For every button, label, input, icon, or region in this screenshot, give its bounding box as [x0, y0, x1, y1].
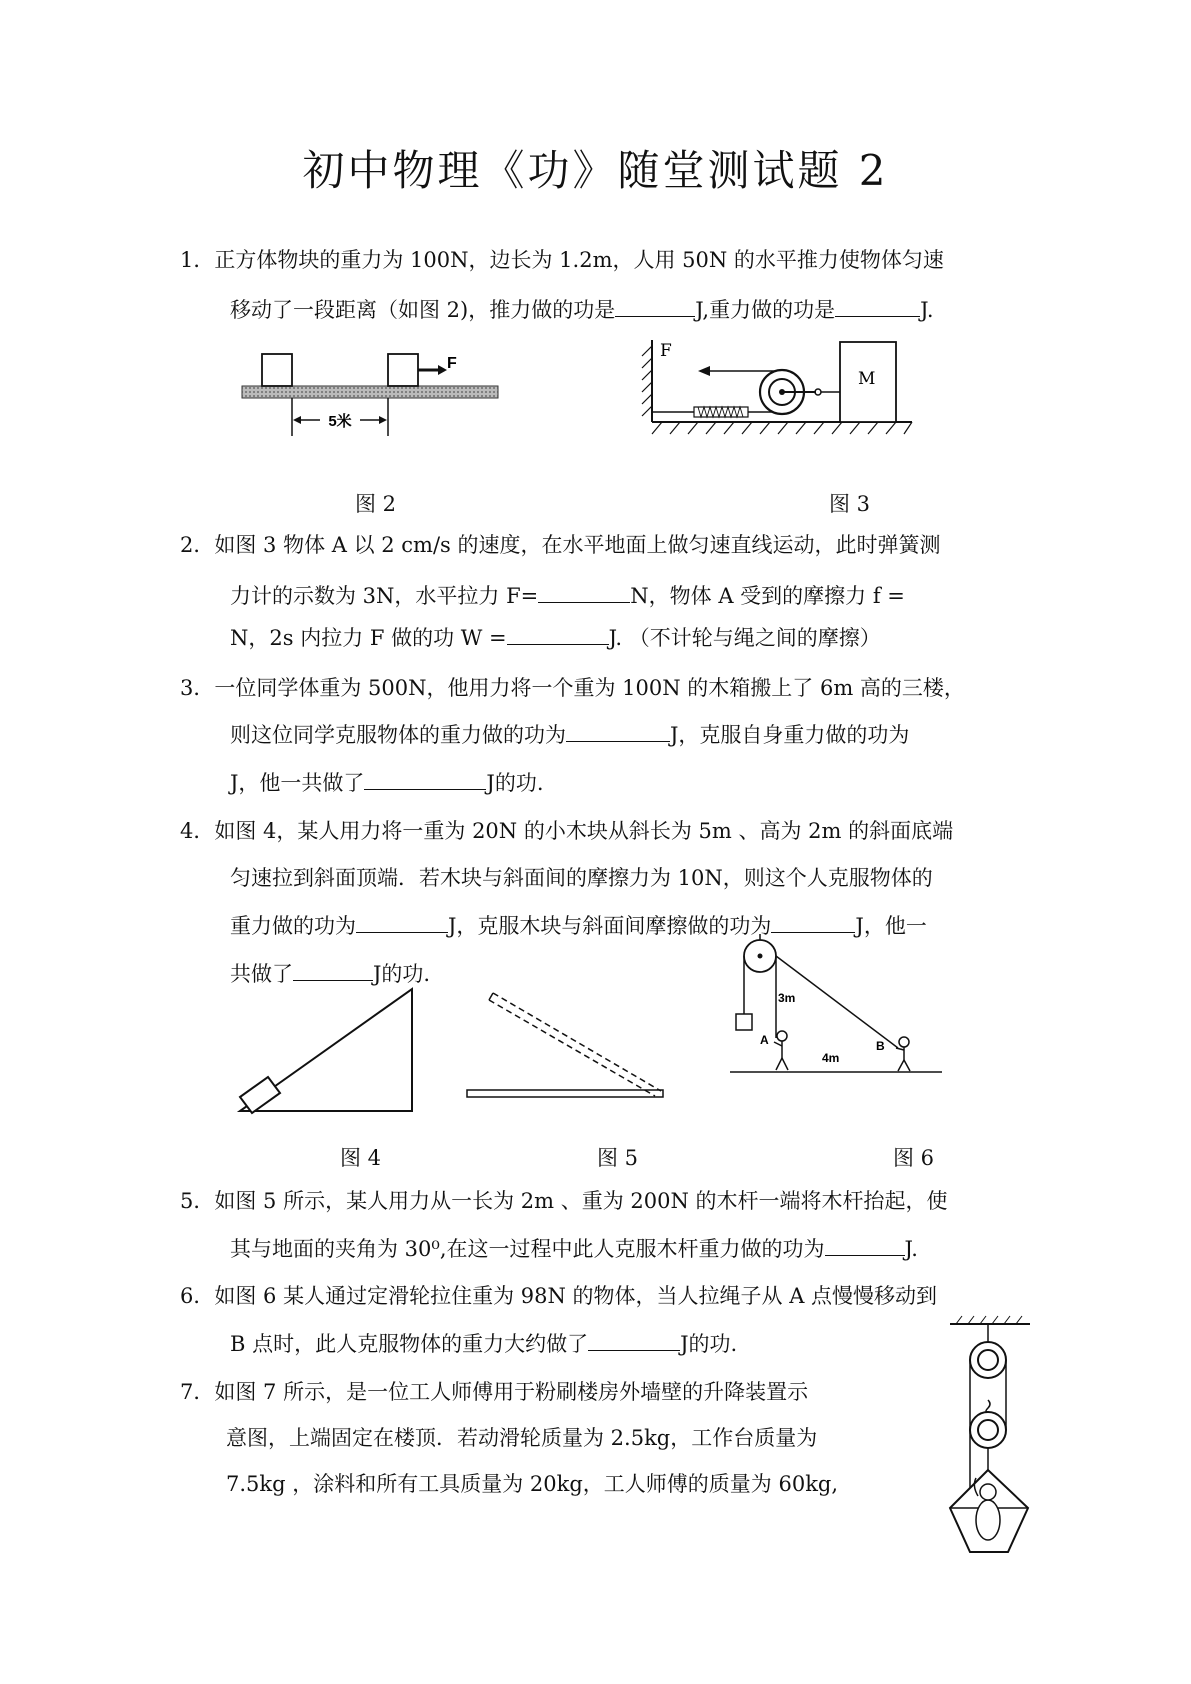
q7-line3: 7.5kg ，涂料和所有工具质量为 20kg，工人师傅的质量为 60kg,: [226, 1472, 839, 1496]
figure-4: [232, 985, 417, 1115]
q1-text-b: J,重力做的功是: [695, 298, 836, 322]
q2-text-b: N，物体 A 受到的摩擦力 f =: [630, 584, 905, 608]
q4-text-e: J的功.: [373, 962, 431, 986]
q5-text-b: J.: [904, 1237, 918, 1261]
pulley-center: [758, 954, 763, 959]
q2-line2: [230, 582, 905, 610]
fig4-caption: 图 4: [340, 1146, 382, 1170]
q1-text-a: 移动了一段距离（如图 2)，推力做的功是: [230, 298, 616, 322]
fig6-point-a: A: [760, 1033, 769, 1047]
q4-line3: [230, 912, 927, 940]
q4-blank-total-work[interactable]: [293, 960, 373, 981]
q4-text-b: J，克服木块与斜面间摩擦做的功为: [448, 914, 772, 938]
raised-rod-top: [493, 993, 661, 1091]
q3-line2: [230, 721, 909, 749]
raised-rod-bottom: [489, 1000, 655, 1096]
person-b: [896, 1037, 910, 1071]
hook-mid: [986, 1400, 990, 1412]
rod-on-ground: [467, 1090, 663, 1097]
fig2-force-label: F: [447, 355, 457, 372]
fig6-caption: 图 6: [893, 1146, 935, 1170]
fig3-force-arrowhead: [698, 366, 710, 376]
worker-head: [980, 1484, 996, 1500]
q2-text-c: N，2s 内拉力 F 做的功 W =: [230, 626, 507, 650]
q6-line2: [230, 1330, 737, 1358]
ceiling-hatch: [956, 1316, 1022, 1324]
q4-line4: [230, 960, 430, 988]
fig3-mass-label: M: [858, 369, 876, 389]
q3-text-d: J的功.: [486, 771, 544, 795]
figure-3: [640, 338, 925, 438]
q2-text-a: 力计的示数为 3N，水平拉力 F=: [230, 584, 539, 608]
q5-line2: [230, 1235, 918, 1263]
q7-line1: 7．如图 7 所示，是一位工人师傅用于粉刷楼房外墙壁的升降装置示: [180, 1380, 809, 1404]
q2-blank-pull-force[interactable]: [538, 582, 630, 603]
q6-text-b: J的功.: [680, 1332, 738, 1356]
q1-line1: 1．正方体物块的重力为 100N，边长为 1.2m，人用 50N 的水平推力使物体匀速: [180, 248, 944, 272]
q1-blank-push-work[interactable]: [615, 296, 695, 317]
q4-blank-friction-work[interactable]: [771, 912, 855, 933]
worker-body: [976, 1500, 1000, 1540]
q6-text-a: B 点时，此人克服物体的重力大约做了: [230, 1332, 589, 1356]
q3-line1: 3．一位同学体重为 500N，他用力将一个重为 100N 的木箱搬上了 6m 高的三楼，: [180, 676, 965, 700]
figure-5: [465, 985, 675, 1105]
ground-strip: [242, 386, 498, 398]
fig3-caption: 图 3: [829, 492, 871, 516]
fig6-width-label: 4m: [822, 1051, 840, 1065]
figure-6: [730, 938, 945, 1083]
q2-line1: 2．如图 3 物体 A 以 2 cm/s 的速度，在水平地面上做匀速直线运动，此时弹簧测: [180, 533, 941, 557]
dim-arrow-left: [293, 416, 301, 424]
q6-blank-work[interactable]: [588, 1330, 680, 1351]
q3-text-c: J，他一共做了: [230, 771, 365, 795]
q2-text-d: J. （不计轮与绳之间的摩擦）: [608, 626, 881, 650]
floor-hatch: [652, 422, 912, 434]
q3-text-a: 则这位同学克服物体的重力做的功为: [230, 723, 566, 747]
q3-blank-box-work[interactable]: [566, 721, 670, 742]
block-end: [388, 354, 418, 386]
figure-2: [240, 350, 510, 440]
page-title: 初中物理《功》随堂测试题 2: [302, 146, 889, 195]
fig6-height-label: 3m: [778, 991, 796, 1005]
q5-blank-rod-work[interactable]: [825, 1235, 905, 1256]
q3-text-b: J，克服自身重力做的功为: [670, 723, 910, 747]
q3-blank-total-work[interactable]: [364, 769, 486, 790]
dim-arrow-right: [379, 416, 387, 424]
hanging-weight: [736, 1014, 752, 1030]
q2-blank-work[interactable]: [507, 624, 609, 645]
q5-line1: 5．如图 5 所示，某人用力从一长为 2m 、重为 200N 的木杆一端将木杆抬起，使: [180, 1189, 948, 1213]
fig3-force-label: F: [660, 341, 672, 361]
q1-line2: [230, 296, 934, 324]
q5-text-a: 其与地面的夹角为 30⁰,在这一过程中此人克服木杆重力做的功为: [230, 1237, 825, 1261]
q4-text-c: J，他一: [855, 914, 927, 938]
q1-text-c: J.: [920, 298, 934, 322]
q4-line2: 匀速拉到斜面顶端．若木块与斜面间的摩擦力为 10N，则这个人克服物体的: [230, 866, 933, 890]
q4-line1: 4．如图 4，某人用力将一重为 20N 的小木块从斜长为 5m 、高为 2m 的斜面底端: [180, 819, 954, 843]
figure-7: [930, 1320, 1050, 1576]
fig2-caption: 图 2: [355, 492, 397, 516]
block-start: [262, 354, 292, 386]
fig6-point-b: B: [876, 1039, 885, 1053]
q1-blank-gravity-work[interactable]: [835, 296, 920, 317]
q6-line1: 6．如图 6 某人通过定滑轮拉住重为 98N 的物体，当人拉绳子从 A 点慢慢移动到: [180, 1284, 938, 1308]
raised-rod-end: [489, 993, 493, 1000]
force-arrowhead: [438, 365, 447, 375]
fig2-distance-label: 5米: [328, 413, 352, 430]
q2-line3: [230, 624, 881, 652]
q3-line3: [230, 769, 544, 797]
wall-hatch: [642, 346, 652, 416]
fixed-pulley-top: [970, 1342, 1006, 1378]
fig5-caption: 图 5: [597, 1146, 639, 1170]
q4-text-a: 重力做的功为: [230, 914, 356, 938]
moving-pulley: [970, 1412, 1006, 1448]
q7-line2: 意图，上端固定在楼顶．若动滑轮质量为 2.5kg，工作台质量为: [226, 1426, 818, 1450]
q4-blank-gravity-work[interactable]: [356, 912, 448, 933]
q4-text-d: 共做了: [230, 962, 293, 986]
